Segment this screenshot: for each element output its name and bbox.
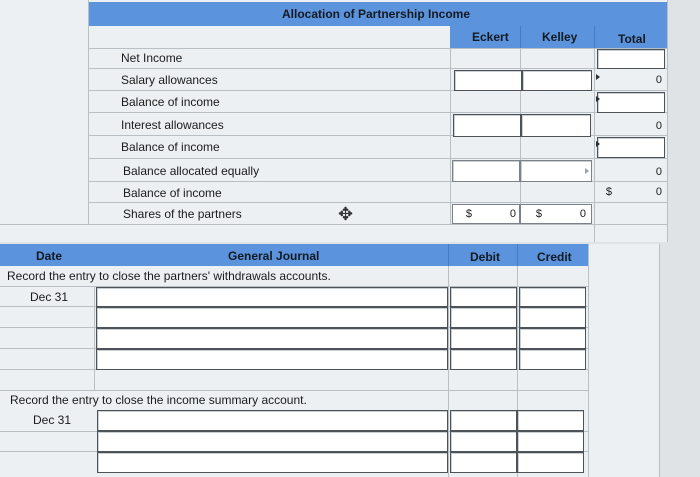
journal-instruction-2: Record the entry to close the income summary account.	[10, 393, 307, 407]
journal-2-account-2-input[interactable]	[97, 431, 448, 452]
journal-1-debit-3-input[interactable]	[450, 328, 517, 349]
row-label-balance-of-income-3: Balance of income	[123, 186, 222, 200]
journal-header-date: Date	[36, 249, 63, 263]
interest-allowance-kelley-input[interactable]	[521, 114, 591, 137]
journal-2-credit-3-input[interactable]	[517, 452, 584, 473]
row-label-balance-allocated-equally: Balance allocated equally	[123, 164, 260, 178]
journal-2-debit-1-input[interactable]	[450, 410, 517, 431]
interest-allowance-eckert-input[interactable]	[453, 114, 521, 137]
shares-kelley-value: 0	[579, 208, 586, 220]
row-marker-icon	[596, 74, 600, 80]
journal-2-credit-1-input[interactable]	[517, 410, 584, 431]
journal-header-debit: Debit	[470, 250, 500, 264]
allocation-title: Allocation of Partnership Income	[282, 7, 471, 21]
journal-1-debit-1-input[interactable]	[450, 287, 517, 307]
balance-of-income-2-total-input[interactable]	[597, 137, 665, 158]
balance-of-income-3-total-currency: $	[605, 186, 612, 198]
journal-1-debit-2-input[interactable]	[450, 307, 517, 328]
journal-2-credit-2-input[interactable]	[517, 431, 584, 452]
balance-allocated-total-value: 0	[655, 166, 662, 178]
row-marker-icon	[596, 141, 600, 147]
journal-2-debit-3-input[interactable]	[450, 452, 517, 473]
journal-date-1: Dec 31	[30, 290, 69, 304]
journal-1-account-2-input[interactable]	[96, 307, 448, 328]
shares-kelley-currency: $	[535, 208, 542, 220]
row-label-interest-allowances: Interest allowances	[121, 118, 224, 132]
balance-of-income-3-total-value: 0	[655, 186, 662, 198]
balance-allocated-eckert-input[interactable]	[452, 160, 520, 182]
net-income-total-input[interactable]	[597, 49, 665, 69]
row-label-net-income: Net Income	[121, 51, 183, 65]
journal-2-debit-2-input[interactable]	[450, 431, 517, 452]
journal-instruction-1: Record the entry to close the partners' withdrawals accounts.	[7, 269, 331, 283]
journal-1-credit-1-input[interactable]	[519, 287, 586, 307]
journal-2-account-3-input[interactable]	[97, 452, 448, 473]
journal-1-debit-4-input[interactable]	[450, 349, 517, 370]
row-label-salary-allowances: Salary allowances	[121, 73, 218, 87]
shares-eckert-value: 0	[509, 208, 516, 220]
interest-allowance-total-value: 0	[655, 120, 662, 132]
row-marker-icon	[585, 168, 589, 174]
row-label-shares-of-partners: Shares of the partners	[123, 207, 242, 221]
journal-header-general-journal: General Journal	[228, 249, 320, 263]
journal-1-account-4-input[interactable]	[96, 349, 448, 370]
journal-1-credit-3-input[interactable]	[519, 328, 586, 349]
shares-eckert-currency: $	[465, 208, 472, 220]
balance-allocated-kelley-input[interactable]	[520, 160, 592, 182]
salary-allowance-total-value: 0	[655, 74, 662, 86]
journal-1-credit-2-input[interactable]	[519, 307, 586, 328]
column-header-kelley: Kelley	[542, 30, 578, 44]
journal-1-credit-4-input[interactable]	[519, 349, 586, 370]
journal-date-2: Dec 31	[33, 413, 72, 427]
column-header-total: Total	[618, 32, 646, 46]
salary-allowance-kelley-input[interactable]	[522, 70, 592, 91]
salary-allowance-eckert-input[interactable]	[454, 70, 522, 91]
move-cursor-icon: ✥	[338, 204, 354, 224]
journal-header-credit: Credit	[537, 250, 572, 264]
column-header-eckert: Eckert	[472, 30, 509, 44]
journal-1-account-3-input[interactable]	[96, 328, 448, 349]
row-label-balance-of-income-1: Balance of income	[121, 95, 220, 109]
row-label-balance-of-income-2: Balance of income	[121, 140, 220, 154]
row-marker-icon	[596, 96, 600, 102]
journal-1-account-1-input[interactable]	[96, 287, 448, 307]
journal-2-account-1-input[interactable]	[97, 410, 448, 431]
balance-of-income-1-total-input[interactable]	[597, 92, 665, 113]
